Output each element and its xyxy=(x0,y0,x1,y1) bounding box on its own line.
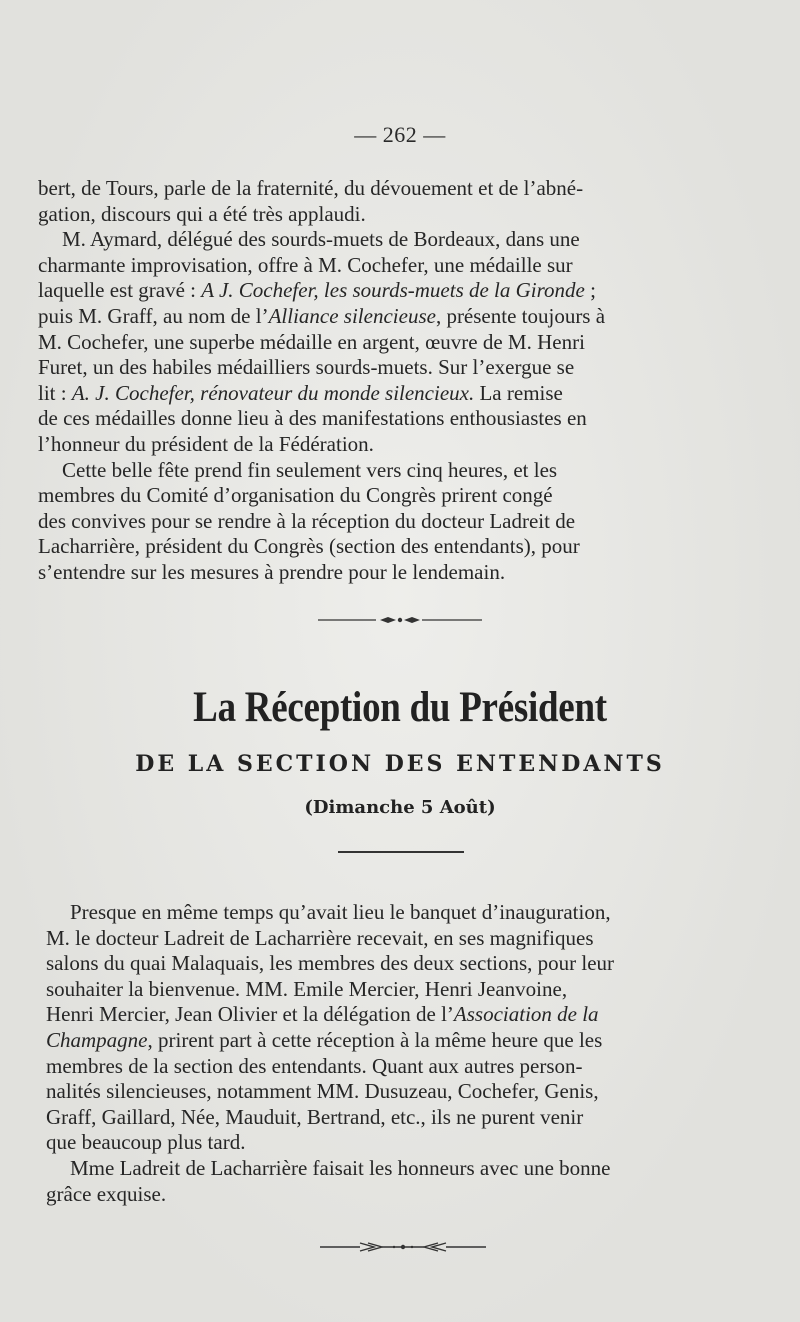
text-segment: salons du quai Malaquais, les membres des deux sections, pour leur xyxy=(46,951,615,976)
text-segment: des convives pour se rendre à la réception du docteur Ladreit de xyxy=(38,508,576,533)
text-line xyxy=(38,381,756,407)
text-line xyxy=(38,509,756,535)
text-line xyxy=(38,458,756,484)
text-segment: M. Cochefer, une superbe médaille en argent, œuvre de M. Henri xyxy=(38,329,585,354)
text-line xyxy=(46,1002,760,1028)
text-segment: Furet, un des habiles médailliers sourds-muets. Sur l’exergue se xyxy=(38,355,575,380)
text-segment: M. Aymard, délégué des sourds-muets de Bordeaux, dans une xyxy=(62,227,580,252)
text-line xyxy=(46,1156,760,1182)
text-segment: bert, de Tours, parle de la fraternité, du dévouement et de l’abné- xyxy=(38,176,584,200)
text-segment: s’entendre sur les mesures à prendre pour le lendemain. xyxy=(38,559,506,584)
text-segment: grâce exquise. xyxy=(46,1181,167,1206)
text-segment: lit : xyxy=(38,380,72,405)
italic-text: Alliance silencieuse xyxy=(268,303,436,328)
title-rule xyxy=(338,851,464,853)
text-segment: laquelle est gravé : xyxy=(38,278,202,303)
text-line xyxy=(38,483,756,509)
small-divider-ornament-icon xyxy=(318,612,482,628)
text-segment: Mme Ladreit de Lacharrière faisait les honneurs avec une bonne xyxy=(70,1155,611,1180)
text-line xyxy=(46,1182,760,1208)
page-number: — 262 — xyxy=(354,122,446,147)
text-segment: Graff, Gaillard, Née, Mauduit, Bertrand, etc., ils ne purent venir xyxy=(46,1104,584,1129)
text-line xyxy=(38,253,756,279)
text-line xyxy=(38,202,756,228)
italic-text: A J. Cochefer, les sourds-muets de la Gironde xyxy=(201,278,585,303)
italic-text: A. J. Cochefer, rénovateur du monde silencieux. xyxy=(71,380,475,405)
text-line xyxy=(38,406,756,432)
text-line xyxy=(38,176,756,202)
text-line xyxy=(46,977,760,1003)
text-segment: Lacharrière, président du Congrès (section des entendants), pour xyxy=(38,534,580,559)
text-line xyxy=(46,1105,760,1131)
section-date: (Dimanche 5 Août) xyxy=(304,797,496,818)
text-segment: souhaiter la bienvenue. MM. Emile Mercier, Henri Jeanvoine, xyxy=(46,976,568,1001)
text-line xyxy=(38,304,756,330)
text-line xyxy=(46,1079,760,1105)
section-title: La Réception du Président xyxy=(193,684,607,731)
italic-text: Association de la xyxy=(453,1002,599,1027)
bottom-paragraphs xyxy=(46,900,760,1207)
text-line xyxy=(38,278,756,304)
text-segment: de ces médailles donne lieu à des manifestations enthousiastes en xyxy=(38,406,587,431)
text-line xyxy=(46,1130,760,1156)
italic-text: Champagne xyxy=(46,1027,148,1052)
text-line xyxy=(46,1054,760,1080)
text-line xyxy=(38,432,756,458)
text-segment: Presque en même temps qu’avait lieu le banquet d’inauguration, xyxy=(70,900,611,924)
text-segment: charmante improvisation, offre à M. Cochefer, une médaille sur xyxy=(38,252,573,277)
text-segment: La remise xyxy=(474,380,563,405)
text-line xyxy=(46,926,760,952)
text-segment: membres de la section des entendants. Quant aux autres person- xyxy=(46,1053,583,1078)
section-subtitle: DE LA SECTION DES ENTENDANTS xyxy=(135,751,665,777)
text-segment: , prirent part à cette réception à la même heure que les xyxy=(147,1027,603,1052)
text-segment: puis M. Graff, au nom de l’ xyxy=(38,303,269,328)
text-segment: nalités silencieuses, notamment MM. Dusuzeau, Cochefer, Genis, xyxy=(46,1079,599,1104)
text-line xyxy=(38,227,756,253)
text-line xyxy=(38,560,756,586)
text-segment: , présente toujours à xyxy=(435,303,606,328)
text-segment: Cette belle fête prend fin seulement vers cinq heures, et les xyxy=(62,457,558,482)
text-line xyxy=(38,330,756,356)
text-segment: Henri Mercier, Jean Olivier et la délégation de l’ xyxy=(46,1002,454,1027)
text-line xyxy=(46,951,760,977)
text-line xyxy=(46,1028,760,1054)
text-line xyxy=(46,900,760,926)
end-ornament-icon xyxy=(320,1238,486,1256)
text-line xyxy=(38,355,756,381)
text-line xyxy=(38,534,756,560)
text-segment: membres du Comité d’organisation du Congrès prirent congé xyxy=(38,483,553,508)
top-paragraphs xyxy=(38,176,756,586)
text-segment: l’honneur du président de la Fédération. xyxy=(38,431,374,456)
text-segment: gation, discours qui a été très applaudi. xyxy=(38,201,366,226)
text-segment: ; xyxy=(584,278,596,303)
text-segment: M. le docteur Ladreit de Lacharrière recevait, en ses magnifiques xyxy=(46,925,594,950)
text-segment: que beaucoup plus tard. xyxy=(46,1130,246,1155)
